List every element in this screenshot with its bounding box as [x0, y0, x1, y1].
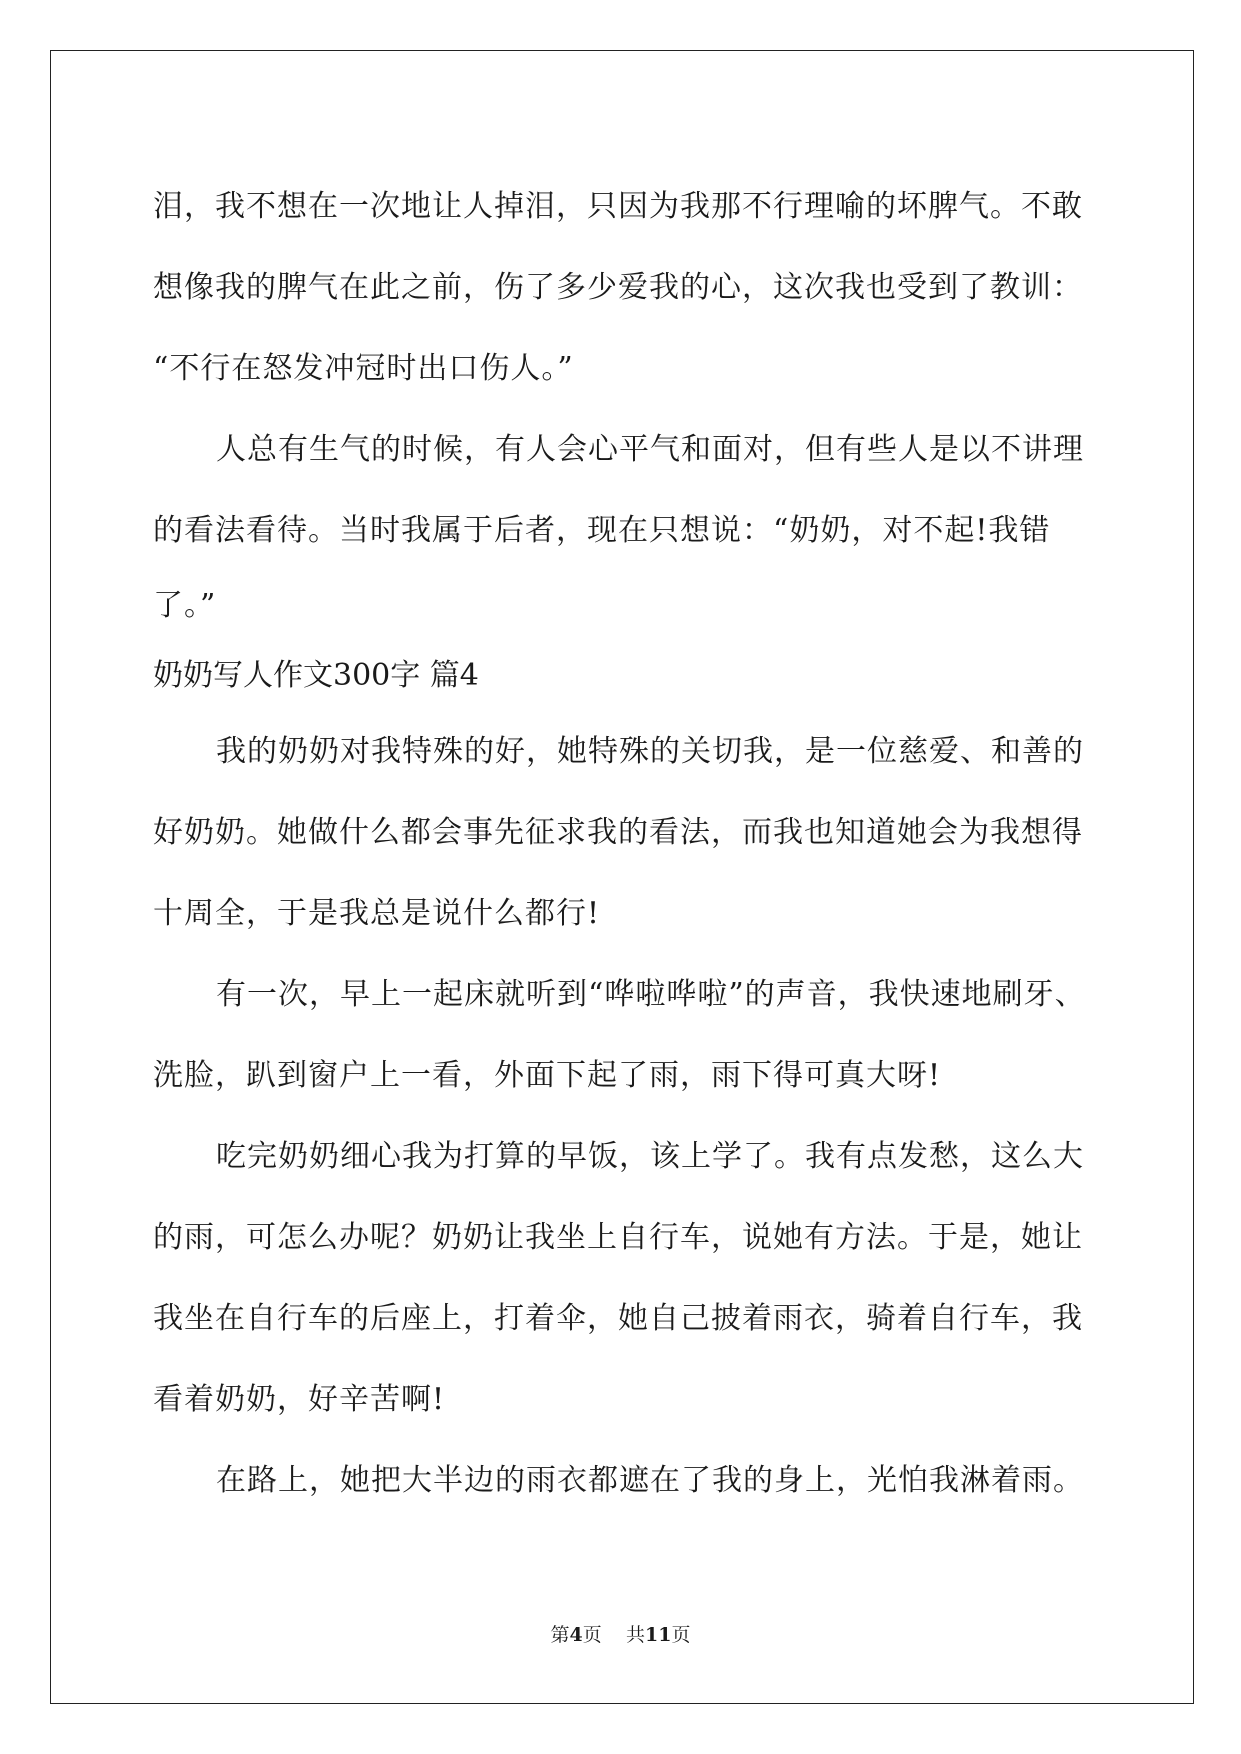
footer-page-prefix: 第 — [550, 1624, 570, 1646]
paragraph-line: “不行在怒发冲冠时出口伤人。” — [153, 351, 574, 386]
paragraph-line: 十周全，于是我总是说什么都行! — [153, 896, 601, 931]
page-footer — [0, 1622, 1241, 1648]
footer-total-pages: 11 — [644, 1624, 672, 1646]
paragraph-line: 洗脸，趴到窗户上一看，外面下起了雨，雨下得可真大呀! — [153, 1058, 942, 1093]
paragraph-line: 有一次，早上一起床就听到“哗啦哗啦”的声音，我快速地刷牙、 — [216, 977, 1086, 1012]
footer-page-suffix: 页 — [582, 1624, 602, 1646]
section-heading: 奶奶写人作文300字 篇4 — [153, 658, 479, 693]
paragraph-line: 的看法看待。当时我属于后者，现在只想说：“奶奶，对不起!我错 — [153, 513, 1051, 548]
paragraph-line: 我坐在自行车的后座上，打着伞，她自己披着雨衣，骑着自行车，我 — [153, 1301, 1083, 1336]
paragraph-line: 看着奶奶，好辛苦啊! — [153, 1382, 446, 1417]
paragraph-line: 吃完奶奶细心我为打算的早饭，该上学了。我有点发愁，这么大 — [216, 1139, 1084, 1174]
paragraph-line: 想像我的脾气在此之前，伤了多少爱我的心，这次我也受到了教训： — [153, 270, 1083, 305]
paragraph-line: 我的奶奶对我特殊的好，她特殊的关切我，是一位慈爱、和善的 — [216, 734, 1084, 769]
paragraph-line: 在路上，她把大半边的雨衣都遮在了我的身上，光怕我淋着雨。 — [216, 1463, 1084, 1498]
paragraph-line: 好奶奶。她做什么都会事先征求我的看法，而我也知道她会为我想得 — [153, 815, 1083, 850]
paragraph-line: 人总有生气的时候，有人会心平气和面对，但有些人是以不讲理 — [216, 432, 1084, 467]
footer-total-suffix: 页 — [671, 1624, 691, 1646]
paragraph-line: 的雨，可怎么办呢？奶奶让我坐上自行车，说她有方法。于是，她让 — [153, 1220, 1083, 1255]
document-body — [153, 166, 1093, 1521]
paragraph-line: 了。” — [153, 588, 217, 623]
footer-page-number: 4 — [569, 1624, 583, 1646]
paragraph-line: 泪，我不想在一次地让人掉泪，只因为我那不行理喻的坏脾气。不敢 — [153, 189, 1083, 224]
footer-total-prefix: 共 — [625, 1624, 645, 1646]
